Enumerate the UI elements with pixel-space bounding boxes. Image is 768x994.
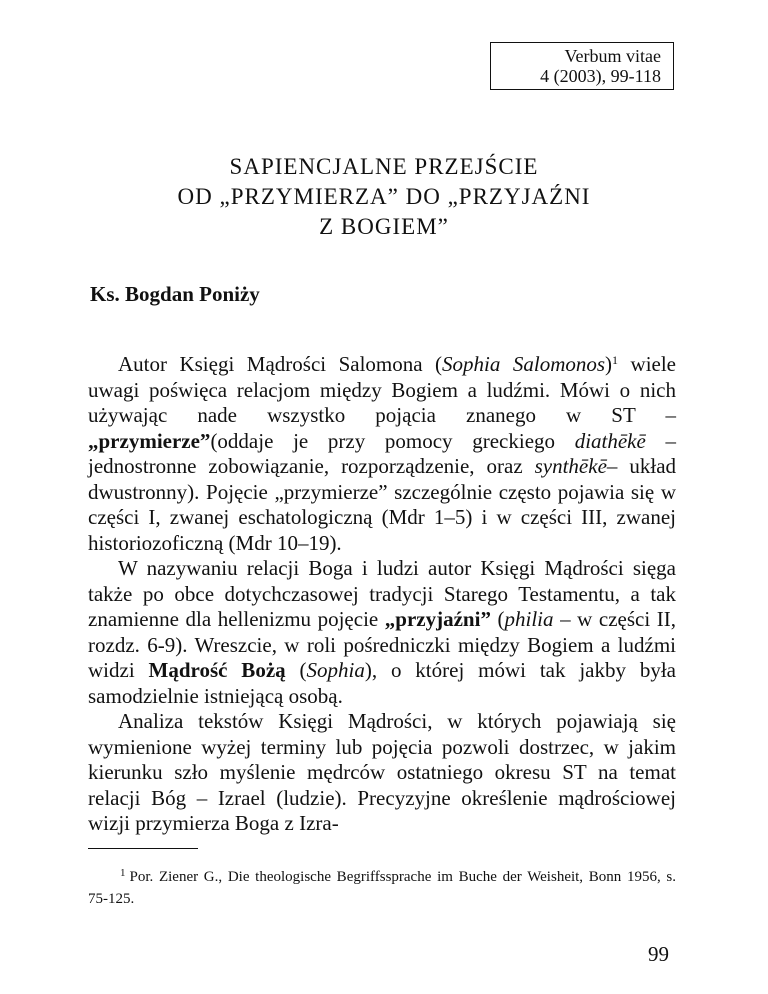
article-body bbox=[88, 352, 676, 837]
text-run: wiele uwagi poświęca relacjom między Bogiem a ludźmi. Mówi o nich używając nade wszystko pojącia znanego w ST – bbox=[88, 352, 677, 427]
text-run: ) bbox=[605, 352, 613, 376]
journal-reference-box bbox=[490, 42, 674, 90]
title-line-1: SAPIENCJALNE PRZEJŚCIE bbox=[229, 154, 539, 179]
text-run: ), o której mówi tak jakby była samodzielnie istniejącą osobą. bbox=[88, 658, 677, 708]
text-run: W nazywaniu relacji Boga i ludzi autor Księgi Mądrości sięga także po obce dotychczasowej tradycji Starego Testamentu, a tak znamienne dla hellenizmu pojęcie bbox=[88, 556, 676, 631]
paragraph-3 bbox=[88, 709, 676, 837]
text-run: (oddaje je przy pomocy greckiego bbox=[210, 428, 575, 453]
italic-term: Sophia Salomonos bbox=[442, 352, 606, 376]
text-run: Autor Księgi Mądrości Salomona ( bbox=[118, 352, 443, 376]
paragraph-2 bbox=[88, 556, 676, 709]
footnote-mark: 1 bbox=[120, 867, 126, 879]
journal-issue: 4 (2003), 99-118 bbox=[540, 66, 661, 86]
italic-term: philia bbox=[504, 607, 554, 631]
page-number: 99 bbox=[648, 942, 669, 966]
footnote bbox=[88, 862, 676, 910]
text-run: – jednostronne zobowiązanie, rozporządzenie, oraz bbox=[88, 428, 676, 478]
text-run: – w części II, rozdz. 6-9). Wreszcie, w roli pośredniczki między Bogiem a ludźmi widzi bbox=[88, 607, 676, 682]
italic-term: diathēkē bbox=[574, 428, 646, 453]
italic-term: Sophia bbox=[306, 658, 365, 682]
footnote-separator bbox=[88, 848, 198, 849]
article-author: Ks. Bogdan Poniży bbox=[90, 282, 260, 306]
title-line-3: Z BOGIEM” bbox=[319, 214, 449, 239]
text-run: – układ dwustronny). Pojęcie „przymierze” szczególnie często pojawia się w części I, zwanej eschatologiczną (Mdr 1–5) i w części III, zwanej historiozoficzną (Mdr 10–19). bbox=[88, 454, 677, 555]
footnote-text: Por. Ziener G., Die theologische Begriffssprache im Buche der Weisheit, Bonn 1956, s. 75-125. bbox=[88, 869, 676, 907]
bold-term: „przymierze” bbox=[88, 428, 211, 453]
bold-term: „przyjaźni” bbox=[384, 607, 491, 631]
bold-term: Mądrość Bożą bbox=[148, 658, 286, 682]
text-run: ( bbox=[285, 658, 307, 682]
journal-name: Verbum vitae bbox=[564, 46, 661, 66]
italic-term: synthēkē bbox=[534, 454, 607, 478]
title-line-2: OD „PRZYMIERZA” DO „PRZYJAŹNI bbox=[177, 184, 591, 209]
footnote-reference: 1 bbox=[612, 353, 619, 367]
paragraph-1 bbox=[88, 352, 676, 556]
article-title bbox=[80, 152, 688, 242]
text-run: ( bbox=[490, 607, 505, 631]
text-run: Analiza tekstów Księgi Mądrości, w których pojawiają się wymienione wyżej terminy lub pojęcia pozwoli dostrzec, w jakim kierunku szło myślenie mędrców ostatniego okresu ST na temat relacji Bóg – Izrael (ludzie). Precyzyjne określenie mądrościowej wizji przymierza Boga z Izra- bbox=[88, 709, 676, 835]
